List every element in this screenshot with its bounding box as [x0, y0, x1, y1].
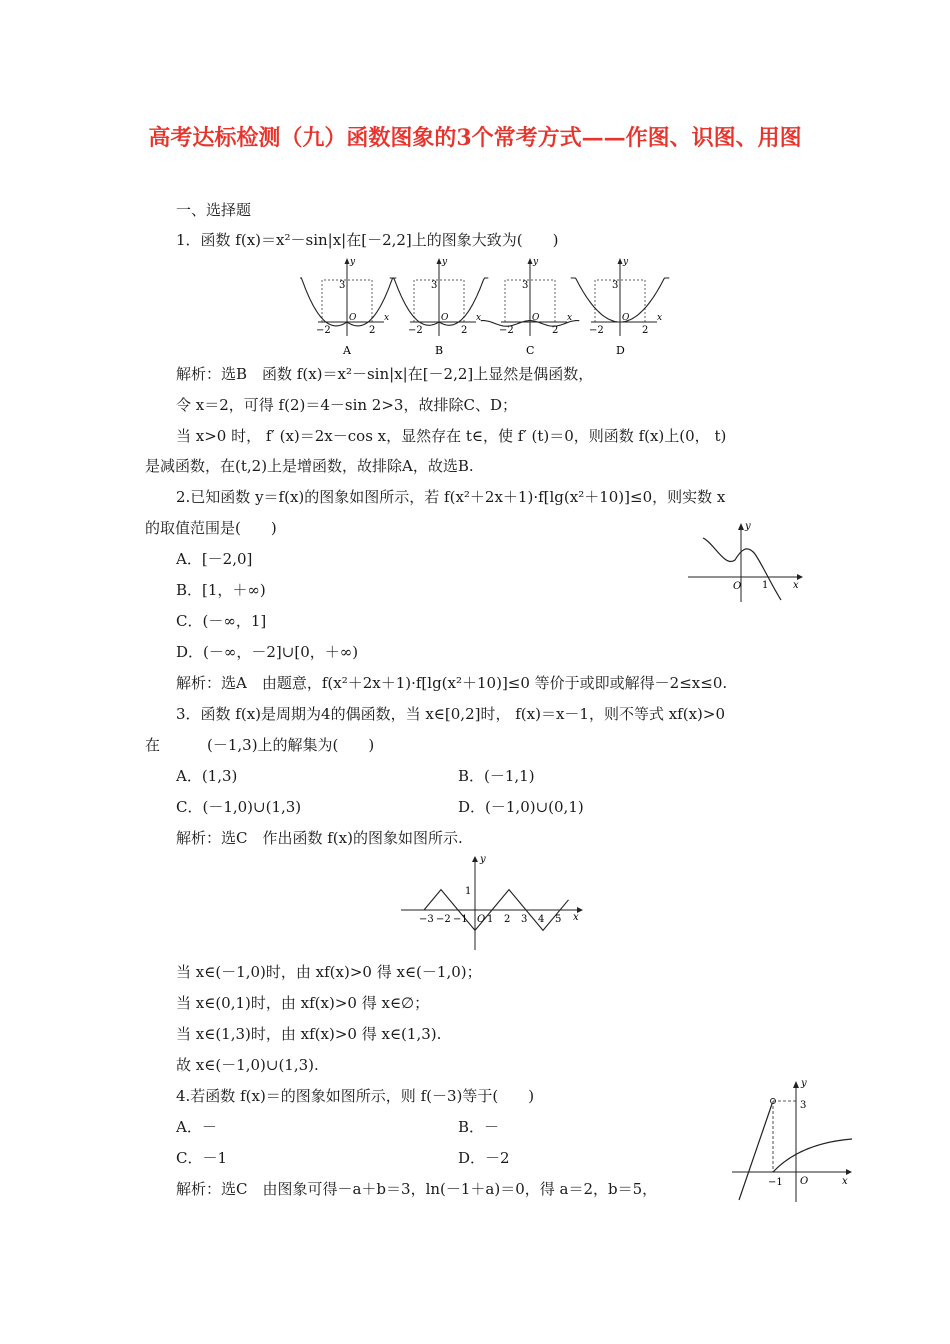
q3-graph: [395, 852, 595, 952]
solution-3-line-4: 故 x∈(－1,0)∪(1,3).: [176, 1056, 319, 1074]
tick-neg-label: −2: [589, 325, 604, 336]
x-label: x: [476, 313, 482, 323]
q2-option-d: D．(－∞，－2]∪[0，＋∞): [176, 643, 359, 661]
section-heading: 一、选择题: [176, 201, 252, 219]
y-tick-label: 1: [465, 886, 472, 897]
origin-label: O: [349, 313, 357, 323]
option-label: D: [616, 344, 625, 357]
q4-option-a: A．－: [176, 1118, 217, 1136]
y-tick-label: 3: [800, 1100, 807, 1111]
option-graph-a: [300, 257, 396, 357]
solution-1-line-3: 当 x>0 时， f′ (x)＝2x－cos x，显然存在 t∈，使 f′ (t)＝0，则函数 f(x)上(0， t): [176, 427, 727, 445]
y-arrow: [618, 258, 623, 264]
q4-option-d: D．－2: [458, 1149, 510, 1167]
tick-neg-label: −2: [316, 325, 331, 336]
origin-label: O: [733, 581, 742, 592]
q4-option-b: B．－: [458, 1118, 500, 1136]
y-arrow: [437, 258, 442, 264]
question-3-line-2b: (－1,3)上的解集为( ): [207, 736, 375, 754]
x-label: x: [793, 580, 799, 591]
question-2-line-1: 2.已知函数 y＝f(x)的图象如图所示，若 f(x²＋2x＋1)·f[lg(x²＋10)]≤0，则实数 x: [176, 488, 726, 506]
x-arrow: [846, 1169, 852, 1175]
option-label: A: [343, 344, 351, 357]
tick-pos-label: 2: [642, 325, 649, 336]
page-title: 高考达标检测（九）函数图象的3个常考方式——作图、识图、用图: [148, 125, 802, 151]
q2-option-c: C．(－∞，1]: [176, 612, 267, 630]
x-tick-label: −1: [768, 1177, 783, 1188]
solution-1-line-4: 是减函数，在(t,2)上是增函数，故排除A，故选B.: [145, 457, 474, 475]
q3-option-c: C．(－1,0)∪(1,3): [176, 798, 302, 816]
tick-label: 2: [504, 914, 511, 925]
tick-pos-label: 2: [369, 325, 376, 336]
y-arrow: [738, 523, 744, 530]
q1-options-figure: [300, 254, 680, 360]
y-label: y: [480, 854, 486, 865]
y-label: y: [442, 257, 448, 267]
question-2-line-2: 的取值范围是( ): [145, 519, 277, 537]
x-label: x: [842, 1176, 848, 1187]
question-3-line-1: 3．函数 f(x)是周期为4的偶函数，当 x∈[0,2]时， f(x)＝x－1，则不等式 xf(x)>0: [176, 705, 726, 723]
solution-3-line-2: 当 x∈(0,1)时，由 xf(x)>0 得 x∈∅；: [176, 994, 430, 1012]
origin-label: O: [532, 313, 540, 323]
option-graph-b: [390, 257, 489, 357]
tick-label: 5: [555, 914, 562, 925]
question-3-line-2a: 在: [145, 736, 161, 754]
option-graph-c: [481, 257, 580, 357]
tick-label: 3: [521, 914, 528, 925]
x-label: x: [384, 313, 390, 323]
question-1: 1．函数 f(x)＝x²－sin|x|在[－2,2]上的图象大致为( ): [176, 231, 559, 249]
y-value-label: 3: [431, 280, 438, 291]
y-label: y: [745, 521, 751, 532]
tick-neg-label: −2: [499, 325, 514, 336]
x-label: x: [567, 313, 573, 323]
solution-1-line-2: 令 x＝2，可得 f(2)＝4－sin 2>3，故排除C、D；: [176, 396, 517, 414]
log-curve: [773, 1139, 852, 1172]
solution-3-line-1: 当 x∈(－1,0)时，由 xf(x)>0 得 x∈(－1,0)；: [176, 963, 482, 981]
q3-option-b: B．(－1,1): [458, 767, 535, 785]
y-value-label: 3: [339, 280, 346, 291]
option-graph-d: [571, 257, 670, 357]
tick-label: −2: [436, 914, 451, 925]
y-label: y: [801, 1078, 807, 1089]
q4-option-c: C．－1: [176, 1149, 228, 1167]
solution-3-line-3: 当 x∈(1,3)时，由 xf(x)>0 得 x∈(1,3).: [176, 1025, 442, 1043]
solution-3: 解析：选C 作出函数 f(x)的图象如图所示.: [176, 829, 463, 847]
tick-pos-label: 2: [552, 325, 559, 336]
option-label: C: [526, 344, 535, 357]
y-label: y: [350, 257, 356, 267]
q2-option-a: A．[－2,0]: [176, 550, 253, 568]
x-label: x: [573, 912, 579, 923]
option-label: B: [435, 344, 444, 357]
x-label: x: [657, 313, 663, 323]
origin-label: O: [441, 313, 449, 323]
solution-2: 解析：选A 由题意，f(x²＋2x＋1)·f[lg(x²＋10)]≤0 等价于或即或解得－2≤x≤0.: [176, 674, 728, 692]
solution-4: 解析：选C 由图象可得－a＋b＝3，ln(－1＋a)＝0，得 a＝2，b＝5，: [176, 1180, 658, 1198]
y-arrow: [793, 1081, 799, 1088]
tick-label: 1: [487, 914, 494, 925]
tick-label: −3: [419, 914, 434, 925]
q2-option-b: B．[1，＋∞): [176, 581, 266, 599]
q2-graph: [685, 520, 810, 605]
y-label: y: [623, 257, 629, 267]
q3-option-d: D．(－1,0)∪(0,1): [458, 798, 584, 816]
tick-label: 1: [762, 580, 769, 591]
origin-label: O: [622, 313, 630, 323]
q3-option-a: A．(1,3): [176, 767, 238, 785]
tick-neg-label: −2: [408, 325, 423, 336]
y-arrow: [345, 258, 350, 264]
y-arrow: [528, 258, 533, 264]
y-arrow: [472, 856, 478, 862]
origin-label: O: [477, 914, 486, 925]
curve: [703, 538, 781, 600]
y-value-label: 3: [522, 280, 529, 291]
question-4: 4.若函数 f(x)＝的图象如图所示，则 f(－3)等于( ): [176, 1087, 535, 1105]
origin-label: O: [800, 1176, 809, 1187]
y-value-label: 3: [612, 280, 619, 291]
tick-pos-label: 2: [461, 325, 468, 336]
tick-label: −1: [453, 914, 468, 925]
solution-1-line-1: 解析：选B 函数 f(x)＝x²－sin|x|在[－2,2]上显然是偶函数，: [176, 365, 594, 383]
tick-label: 4: [538, 914, 545, 925]
y-label: y: [533, 257, 539, 267]
q4-graph: [730, 1076, 860, 1206]
